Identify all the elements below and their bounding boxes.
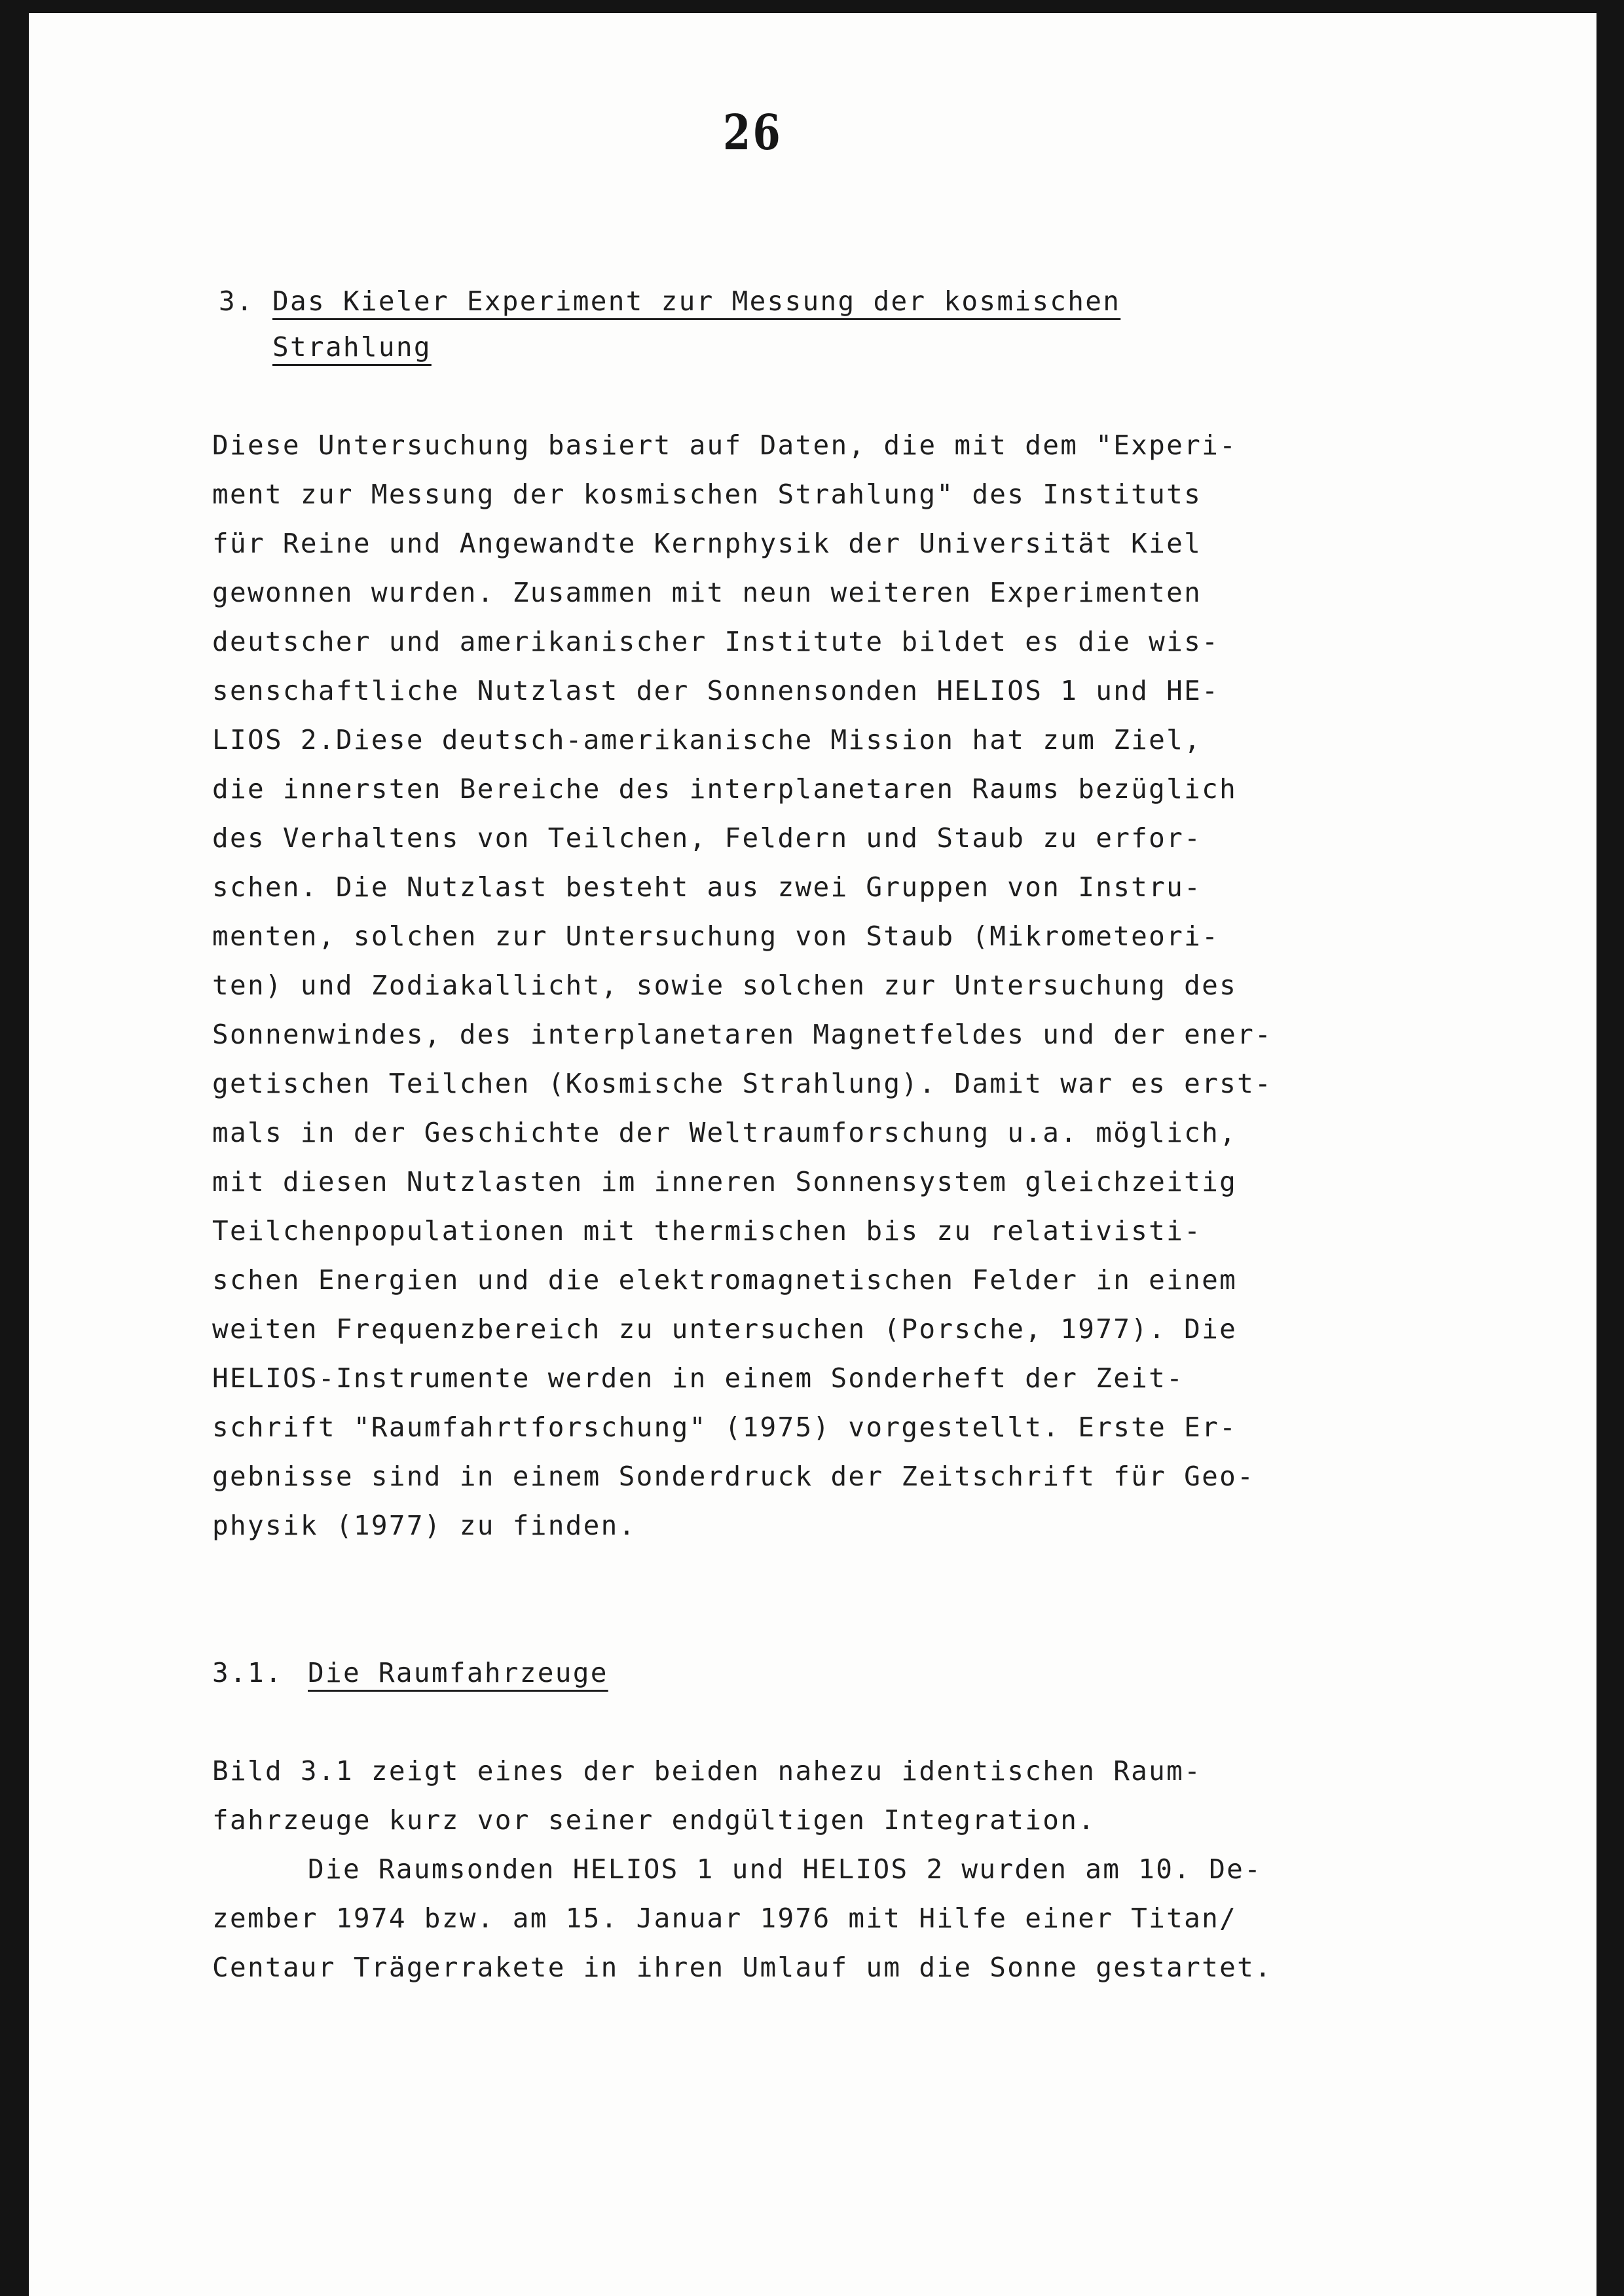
text-line: LIOS 2.Diese deutsch-amerikanische Mission hat zum Ziel, [212,724,1202,756]
text-line: weiten Frequenzbereich zu untersuchen (Porsche, 1977). Die [212,1313,1238,1345]
text-line: schen. Die Nutzlast besteht aus zwei Gruppen von Instru- [212,871,1202,903]
text-line: Teilchenpopulationen mit thermischen bis zu relativisti- [212,1215,1202,1247]
text-line: des Verhaltens von Teilchen, Feldern und Staub zu erfor- [212,822,1202,854]
text-line: HELIOS-Instrumente werden in einem Sonderheft der Zeit- [212,1362,1185,1394]
text-line: ten) und Zodiakallicht, sowie solchen zur Untersuchung des [212,970,1238,1001]
text-line: menten, solchen zur Untersuchung von Staub (Mikrometeori- [212,920,1220,952]
document-page [29,13,1596,2296]
text-line: für Reine und Angewandte Kernphysik der Universität Kiel [212,528,1202,559]
text-line: getischen Teilchen (Kosmische Strahlung). Damit war es erst- [212,1068,1273,1099]
text-line: senschaftliche Nutzlast der Sonnensonden HELIOS 1 und HE- [212,675,1220,706]
section-title-line: Strahlung [272,331,432,363]
text-line: fahrzeuge kurz vor seiner endgültigen Integration. [212,1804,1096,1836]
section-number: 3. [219,285,254,317]
text-line: mit diesen Nutzlasten im inneren Sonnensystem gleichzeitig [212,1166,1238,1197]
text-line: zember 1974 bzw. am 15. Januar 1976 mit Hilfe einer Titan/ [212,1903,1238,1934]
text-line: deutscher und amerikanischer Institute bildet es die wis- [212,626,1220,657]
text-line: schen Energien und die elektromagnetischen Felder in einem [212,1264,1238,1296]
text-line: die innersten Bereiche des interplanetaren Raums bezüglich [212,773,1238,805]
text-line: Diese Untersuchung basiert auf Daten, die mit dem "Experi- [212,429,1238,461]
text-line: Sonnenwindes, des interplanetaren Magnetfeldes und der ener- [212,1019,1273,1050]
text-line: Die Raumsonden HELIOS 1 und HELIOS 2 wurden am 10. De- [308,1853,1263,1885]
page-number: 26 [723,105,783,161]
text-line: ment zur Messung der kosmischen Strahlung" des Instituts [212,479,1202,510]
text-line: mals in der Geschichte der Weltraumforschung u.a. möglich, [212,1117,1238,1148]
text-line: physik (1977) zu finden. [212,1510,637,1541]
text-line: gebnisse sind in einem Sonderdruck der Zeitschrift für Geo- [212,1461,1255,1492]
text-line: schrift "Raumfahrtforschung" (1975) vorgestellt. Erste Er- [212,1412,1238,1443]
text-line: gewonnen wurden. Zusammen mit neun weiteren Experimenten [212,577,1202,608]
text-line: Bild 3.1 zeigt eines der beiden nahezu identischen Raum- [212,1755,1202,1787]
section-number: 3.1. [212,1657,283,1688]
section-title: Die Raumfahrzeuge [308,1657,608,1688]
section-title-line: Das Kieler Experiment zur Messung der kosmischen [272,285,1121,317]
text-line: Centaur Trägerrakete in ihren Umlauf um die Sonne gestartet. [212,1952,1273,1983]
